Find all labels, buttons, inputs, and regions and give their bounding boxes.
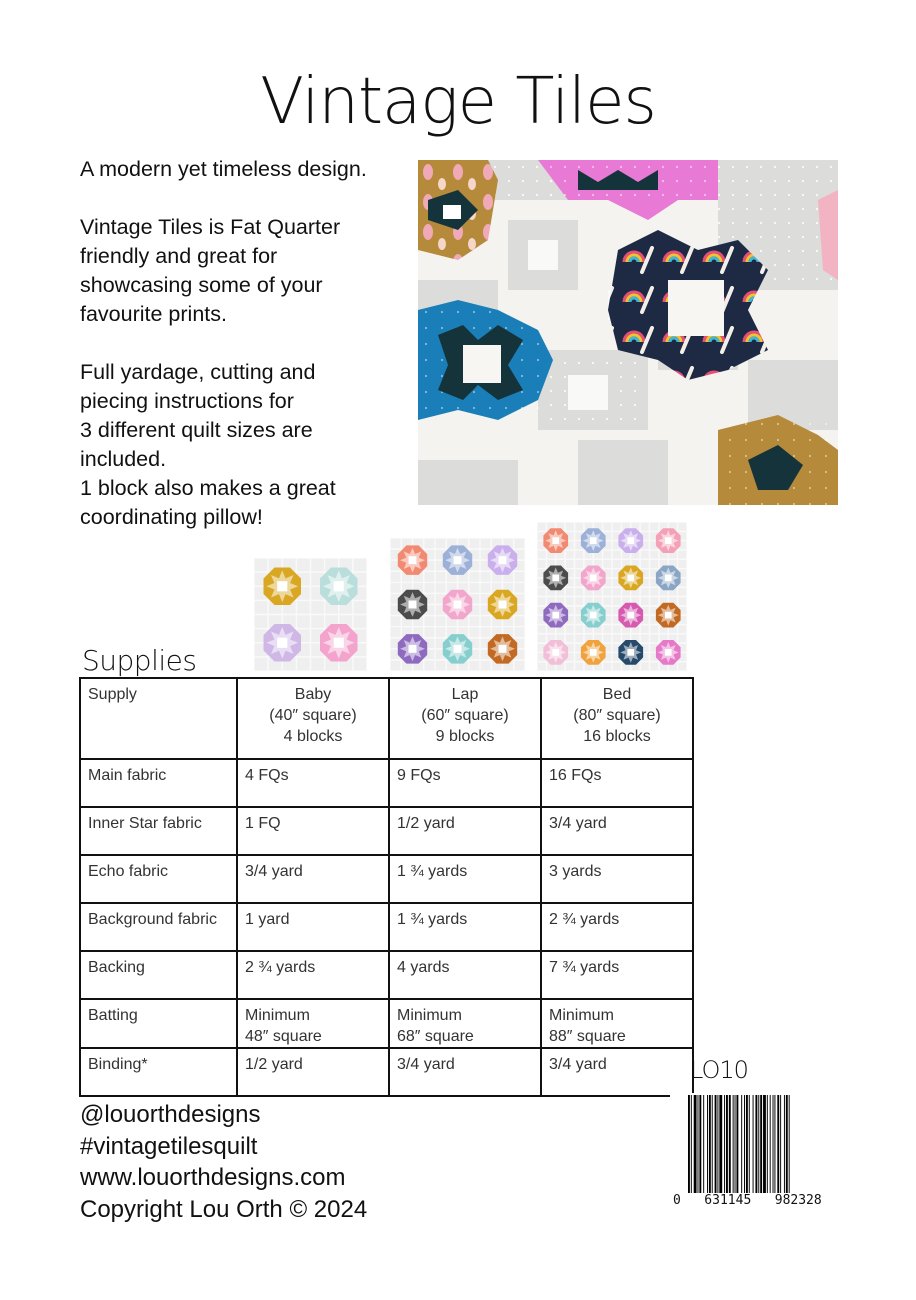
mini-quilt-block [443, 634, 472, 664]
description-paragraph: Vintage Tiles is Fat Quarter friendly and great for showcasing some of your favourite prints. [80, 215, 341, 326]
table-row [80, 951, 693, 999]
bed-quilt-preview [537, 522, 687, 671]
header-supply: Supply [80, 678, 237, 759]
cell-baby: 1 yard [237, 903, 389, 951]
cell-bed: 16 FQs [541, 759, 693, 807]
mini-quilt-block [618, 640, 643, 665]
mini-quilt-block [443, 545, 472, 575]
cell-lap: 1/2 yard [389, 807, 541, 855]
supplies-table [79, 677, 694, 1097]
mini-quilt-block [618, 566, 643, 591]
row-label: Binding* [80, 1048, 237, 1096]
footer-contact [80, 1099, 367, 1225]
mini-quilt-block [581, 603, 606, 628]
mini-quilt-block [656, 566, 681, 591]
cell-baby: Minimum 48″ square [237, 999, 389, 1048]
row-label: Backing [80, 951, 237, 999]
cell-bed: Minimum 88″ square [541, 999, 693, 1048]
table-row [80, 1048, 693, 1096]
mini-quilt-block [543, 640, 568, 665]
table-header-row [80, 678, 693, 759]
hashtag: #vintagetilesquilt [80, 1132, 258, 1160]
cell-lap: 4 yards [389, 951, 541, 999]
mini-quilt-block [264, 568, 302, 606]
cell-bed: 3 yards [541, 855, 693, 903]
mini-quilt-block [488, 634, 517, 664]
mini-quilt-block [618, 603, 643, 628]
mini-quilt-block [398, 634, 427, 664]
supplies-heading: Supplies [82, 644, 197, 677]
mini-quilt-block [656, 640, 681, 665]
cell-bed: 3/4 yard [541, 807, 693, 855]
lap-quilt-preview [390, 538, 525, 671]
table-row [80, 999, 693, 1048]
website-link[interactable]: www.louorthdesigns.com [80, 1164, 346, 1191]
mini-quilt-block [320, 568, 358, 606]
table-row [80, 759, 693, 807]
mini-quilt-block [488, 545, 517, 575]
mini-quilt-block [581, 566, 606, 591]
cell-baby: 1/2 yard [237, 1048, 389, 1096]
cell-lap: Minimum 68″ square [389, 999, 541, 1048]
mini-quilt-block [581, 640, 606, 665]
features-paragraph: Full yardage, cutting and piecing instructions for 3 different quilt sizes are included. 1 block also makes a great coordinating pillow! [80, 360, 336, 529]
cell-bed: 7 ¾ yards [541, 951, 693, 999]
barcode-number: 0 631145 982328 [673, 1193, 822, 1208]
row-label: Echo fabric [80, 855, 237, 903]
cell-lap: 3/4 yard [389, 1048, 541, 1096]
header-bed: Bed (80″ square) 16 blocks [541, 678, 693, 759]
table-row [80, 903, 693, 951]
row-label: Main fabric [80, 759, 237, 807]
intro-text [80, 155, 400, 532]
mini-quilt-block [543, 603, 568, 628]
cell-baby: 2 ¾ yards [237, 951, 389, 999]
mini-quilt-block [543, 528, 568, 553]
instagram-handle[interactable]: @louorthdesigns [80, 1101, 261, 1128]
cell-lap: 1 ¾ yards [389, 903, 541, 951]
mini-quilt-block [656, 603, 681, 628]
mini-quilt-block [264, 624, 302, 662]
cell-baby: 4 FQs [237, 759, 389, 807]
cell-bed: 2 ¾ yards [541, 903, 693, 951]
header-baby: Baby (40″ square) 4 blocks [237, 678, 389, 759]
mini-quilt-block [398, 545, 427, 575]
baby-quilt-preview [254, 558, 367, 671]
mini-quilt-block [488, 590, 517, 619]
row-label: Inner Star fabric [80, 807, 237, 855]
mini-quilt-block [543, 566, 568, 591]
table-row [80, 807, 693, 855]
row-label: Background fabric [80, 903, 237, 951]
cell-lap: 1 ¾ yards [389, 855, 541, 903]
tagline: A modern yet timeless design. [80, 157, 367, 181]
copyright: Copyright Lou Orth © 2024 [80, 1195, 368, 1223]
mini-quilt-block [398, 590, 427, 619]
mini-quilt-block [656, 528, 681, 553]
header-lap: Lap (60″ square) 9 blocks [389, 678, 541, 759]
cell-bed: 3/4 yard [541, 1048, 693, 1096]
mini-quilt-block [320, 624, 358, 662]
quilt-photo [418, 160, 838, 505]
cell-lap: 9 FQs [389, 759, 541, 807]
mini-quilt-block [581, 528, 606, 553]
mini-quilt-block [443, 590, 472, 619]
pattern-code: LO10 [690, 1056, 748, 1084]
table-row [80, 855, 693, 903]
cell-baby: 3/4 yard [237, 855, 389, 903]
row-label: Batting [80, 999, 237, 1048]
page-title: Vintage Tiles [260, 65, 656, 139]
mini-quilt-block [618, 528, 643, 553]
cell-baby: 1 FQ [237, 807, 389, 855]
